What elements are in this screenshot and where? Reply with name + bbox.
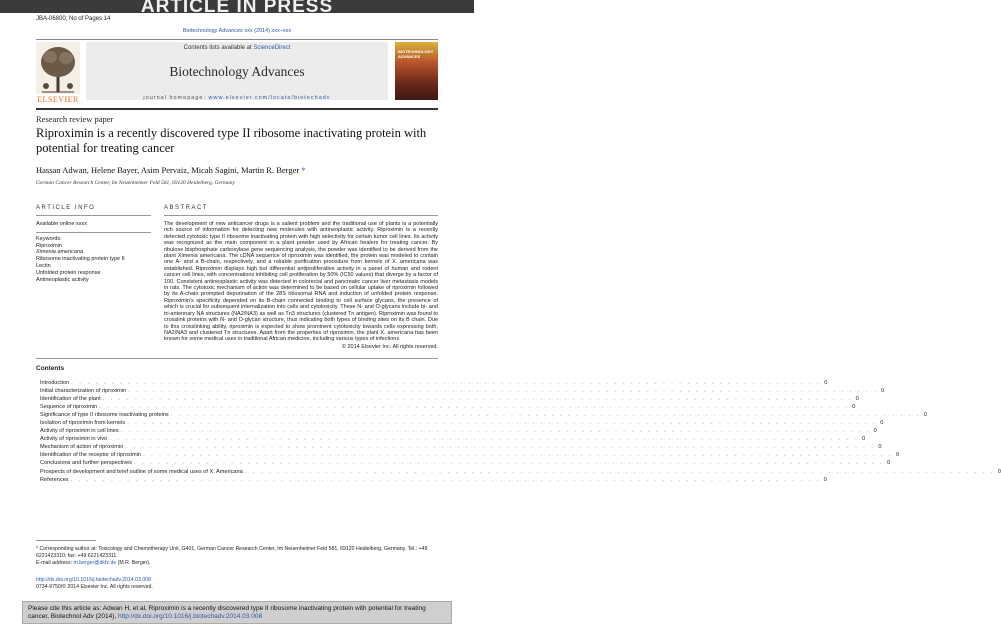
toc-entry-label: Activity of riproximin in cell lines	[40, 428, 119, 435]
toc-entry[interactable]: Mechanism of action of riproximin . . . . . . . . . . . . . . . . . . . . . . . . . . . . . . . . . . . . . . . . . . . . . . . . . . . . . . . . . . . . . . . . . . . . . . . . . . . . . . . . . . . . . . . . . . . . . 0	[40, 444, 882, 451]
toc-entry-label: Identification of the plant	[40, 396, 101, 403]
affiliation: German Cancer Research Center, Im Neuenheimer Feld 581, 69120 Heidelberg, Germany	[36, 180, 235, 186]
email-suffix: (M.R. Berger).	[116, 560, 151, 566]
issn-line: 0734-9750/© 2014 Elsevier Inc. All rights reserved.	[36, 584, 153, 590]
toc-entry[interactable]: Initial characterization of riproximin . . . . . . . . . . . . . . . . . . . . . . . . . . . . . . . . . . . . . . . . . . . . . . . . . . . . . . . . . . . . . . . . . . . . . . . . . . . . . . . . . . . . . . . . . . . . . 0	[40, 388, 885, 395]
toc-entry-label: Initial characterization of riproximin	[40, 388, 127, 395]
homepage-prefix: journal homepage:	[143, 95, 209, 101]
toc-entry-page: 0	[823, 476, 827, 483]
toc-entry[interactable]: Identification of the plant . . . . . . . . . . . . . . . . . . . . . . . . . . . . . . . . . . . . . . . . . . . . . . . . . . . . . . . . . . . . . . . . . . . . . . . . . . . . . . . . . . . . . . . . . . . . . 0	[40, 396, 859, 403]
toc-entry[interactable]: Introduction . . . . . . . . . . . . . . . . . . . . . . . . . . . . . . . . . . . . . . . . . . . . . . . . . . . . . . . . . . . . . . . . . . . . . . . . . . . . . . . . . . . . . . . . . . . . . 0	[40, 380, 828, 386]
contents-heading: Contents	[36, 365, 65, 372]
toc-entry-label: Mechanism of action of riproximin	[40, 444, 124, 451]
toc-entry-label: Conclusions and further perspectives	[40, 460, 133, 467]
keywords-label: Keywords:	[36, 235, 62, 242]
info-divider	[36, 215, 151, 216]
homepage-link[interactable]: www.elsevier.com/locate/biotechadv	[208, 95, 331, 101]
publisher-name: ELSEVIER	[37, 95, 79, 104]
toc-entry-page: 0	[997, 468, 1001, 475]
toc-entry-page: 0	[824, 380, 828, 386]
toc-entry[interactable]: Activity of riproximin in cell lines . . . . . . . . . . . . . . . . . . . . . . . . . . . . . . . . . . . . . . . . . . . . . . . . . . . . . . . . . . . . . . . . . . . . . . . . . . . . . . . . . . . . . . . . . . . . . 0	[40, 428, 877, 435]
toc-entry[interactable]: Significance of type II ribosome inactivating proteins . . . . . . . . . . . . . . . . . . . . . . . . . . . . . . . . . . . . . . . . . . . . . . . . . . . . . . . . . . . . . . . . . . . . . . . . . . . . . . . . . . . . . . . . . . . . . 0	[40, 412, 927, 419]
toc-entry-label: Isolation of riproximin from kernels	[40, 420, 126, 427]
journal-homepage	[86, 95, 388, 101]
article-info-panel	[36, 221, 151, 283]
table-of-contents	[36, 380, 1001, 485]
toc-entry-page: 0	[896, 452, 900, 459]
corresponding-author-mark[interactable]: *	[301, 165, 306, 175]
abstract-copyright: © 2014 Elsevier Inc. All rights reserved.	[341, 343, 438, 350]
header-thick-divider	[36, 108, 438, 110]
abstract-body	[164, 221, 438, 350]
toc-entry[interactable]: Prospects of development and brief outline of some medical uses of X. Americana . . . . . . . . . . . . . . . . . . . . . . . . . . . . . . . . . . . . . . . . . . . . . . . . . . . . . . . . . . . . . . . . . . . . . . . . . . . . . . . . . . . . . . . . . . . . . 0	[40, 468, 1001, 475]
toc-entry[interactable]: Isolation of riproximin from kernels . . . . . . . . . . . . . . . . . . . . . . . . . . . . . . . . . . . . . . . . . . . . . . . . . . . . . . . . . . . . . . . . . . . . . . . . . . . . . . . . . . . . . . . . . . . . . 0	[40, 420, 884, 427]
journal-name: Biotechnology Advances	[169, 64, 305, 79]
authors-text: Hassan Adwan, Helene Bayer, Asim Pervaiz, Micah Sagini, Martin R. Berger	[36, 165, 300, 175]
cite-doi-link[interactable]: http://dx.doi.org/10.1016/j.biotechadv.2014.03.008	[117, 613, 263, 620]
cover-title: BIOTECHNOLOGY ADVANCES	[398, 49, 434, 59]
cite-this-article-box	[22, 601, 452, 624]
toc-entry[interactable]: References . . . . . . . . . . . . . . . . . . . . . . . . . . . . . . . . . . . . . . . . . . . . . . . . . . . . . . . . . . . . . . . . . . . . . . . . . . . . . . . . . . . . . . . . . . . . . 0	[40, 476, 827, 483]
toc-entry-page: 0	[887, 460, 891, 467]
cite-text: Please cite this article as: Adwan H, et al, Riproximin is a recently discovered type II ribosome inactivating protein with potential for treating cancer, Biotechnol Adv (2014),	[28, 605, 426, 620]
doi-block	[36, 577, 153, 591]
keyword: Riproximin	[36, 242, 62, 249]
keyword: Unfolded protein response	[36, 269, 101, 276]
header-divider	[36, 39, 438, 40]
footnote-divider	[36, 540, 96, 541]
keyword: Lectin	[36, 262, 51, 269]
toc-entry-page: 0	[878, 444, 882, 451]
email-label: E-mail address:	[36, 560, 74, 566]
footnote-text: * Corresponding author at: Toxicology and Chemotherapy Unit, G401, German Cancer Research Center, Im Neuenheimer Feld 581, 69120 Heidelberg, Germany. Tel.: +49 6221423310; fax: +49 6221423311.	[36, 546, 428, 559]
toc-entry-label: Prospects of development and brief outline of some medical uses of X. Americana	[40, 468, 243, 475]
contents-top-divider	[36, 358, 438, 359]
info-inner-divider	[36, 232, 151, 233]
keyword: Antineoplastic activity	[36, 276, 89, 283]
toc-entry-page: 0	[855, 396, 859, 403]
toc-entry-page: 0	[881, 388, 885, 395]
toc-entry-label: Introduction	[40, 380, 70, 386]
toc-entry-label: Activity of riproximin in vivo	[40, 436, 108, 443]
toc-entry-page: 0	[873, 428, 877, 435]
toc-entry-page: 0	[880, 420, 884, 427]
abstract-text: The development of new anticancer drugs is a salient problem and the traditional use of plants is a potentially rich source of information for detecting new molecules with antineoplastic activity. Riproximin is a recently detected cytotoxic type II ribosome inactivating protein with high selectivity for certain tumor cell lines. Its activity was recognized as the main component in a plant powder used by African healers for treating cancer. By ribulose bisphosphate carboxylase gene sequencing analysis, the powder was identified to be derived from the plant Ximenia americana. The cDNA sequence of riproximin was identified, the protein was modeled to contain one A- and a B-chain, respectively, and a reliable purification procedure from kernels of X. americana was established. Riproximin displays high but differential antiproliferative activity in a panel of human and rodent cancer cell lines, with concentrations inhibiting cell proliferation by 50% (IC50 values) that diverge by a factor of 100. Consistent antineoplastic activity was detected in colorectal and pancreatic cancer liver metastasis models in rats. The cytotoxic mechanism of action was determined to be based on cellular uptake of riproximin followed by its A-chain prompted depurination of the 28S ribosomal RNA and induction of unfolded protein response. Riproximin's specificity depended on its B-chain connected binding to cell surface glycans, the presence of which is crucial for subsequent internalization into cells and cytotoxicity. These N- and O-glycans include bi- and tri-antennary NA structures (NA2/NA3) as well as Tn3 structures (clustered Tn antigen). Riproximin was found to crosslink proteins with N- and O-glycan structure, thus indicating both types of binding sites on its B chain. Due to this crosslinking ability, riproximin is expected to show prominent cytotoxicity towards cells expressing both, NA2/NA3 and clustered Tn structures. Apart from the properties of riproximin, the plant X. americana has been known for some medical uses in traditional African medicine, including various types of infections.	[164, 221, 438, 343]
toc-entry[interactable]: Conclusions and further perspectives . . . . . . . . . . . . . . . . . . . . . . . . . . . . . . . . . . . . . . . . . . . . . . . . . . . . . . . . . . . . . . . . . . . . . . . . . . . . . . . . . . . . . . . . . . . . . 0	[40, 460, 891, 467]
toc-entry-label: Identification of the receptor of riproximin	[40, 452, 142, 459]
contents-prefix: Contents lists available at	[183, 45, 254, 51]
toc-entry[interactable]: Activity of riproximin in vivo . . . . . . . . . . . . . . . . . . . . . . . . . . . . . . . . . . . . . . . . . . . . . . . . . . . . . . . . . . . . . . . . . . . . . . . . . . . . . . . . . . . . . . . . . . . . . 0	[40, 436, 866, 443]
toc-entry[interactable]: Identification of the receptor of riproximin . . . . . . . . . . . . . . . . . . . . . . . . . . . . . . . . . . . . . . . . . . . . . . . . . . . . . . . . . . . . . . . . . . . . . . . . . . . . . . . . . . . . . . . . . . . . . 0	[40, 452, 900, 459]
article-in-press-banner	[0, 0, 474, 17]
keyword: Ximenia americana	[36, 249, 84, 256]
sciencedirect-link[interactable]: ScienceDirect	[253, 45, 291, 51]
doi-link[interactable]: http://dx.doi.org/10.1016/j.biotechadv.2014.03.008	[36, 577, 151, 583]
banner-text: ARTICLE IN PRESS	[140, 0, 334, 17]
email-link[interactable]: m.berger@dkfz.de	[73, 560, 117, 566]
page-reference: JBA-06800; No of Pages 14	[36, 16, 111, 22]
article-info-heading: ARTICLE INFO	[36, 205, 96, 211]
toc-entry-page: 0	[923, 412, 927, 419]
article-type: Research review paper	[36, 114, 114, 124]
availability-date: Available online xxxx	[36, 221, 87, 227]
toc-entry-label: Sequence of riproximin	[40, 404, 98, 411]
article-title: Riproximin is a recently discovered type II ribosome inactivating protein with potential for treating cancer	[36, 126, 427, 155]
elsevier-tree-logo	[36, 42, 80, 102]
toc-entry-page: 0	[862, 436, 866, 443]
corresponding-author-footnote	[36, 546, 438, 567]
keyword: Ribosome inactivating protein type II	[36, 256, 125, 263]
journal-citation-line: Biotechnology Advances xxx (2014) xxx–xxx	[182, 28, 292, 34]
toc-entry-label: References	[40, 476, 69, 483]
toc-entry-page: 0	[852, 404, 856, 411]
abstract-heading: ABSTRACT	[164, 205, 209, 211]
toc-entry-label: Significance of type II ribosome inactivating proteins	[40, 412, 169, 419]
abstract-divider	[164, 215, 438, 216]
author-list	[36, 165, 306, 175]
toc-entry[interactable]: Sequence of riproximin . . . . . . . . . . . . . . . . . . . . . . . . . . . . . . . . . . . . . . . . . . . . . . . . . . . . . . . . . . . . . . . . . . . . . . . . . . . . . . . . . . . . . . . . . . . . . 0	[40, 404, 856, 411]
contents-availability	[86, 45, 388, 51]
